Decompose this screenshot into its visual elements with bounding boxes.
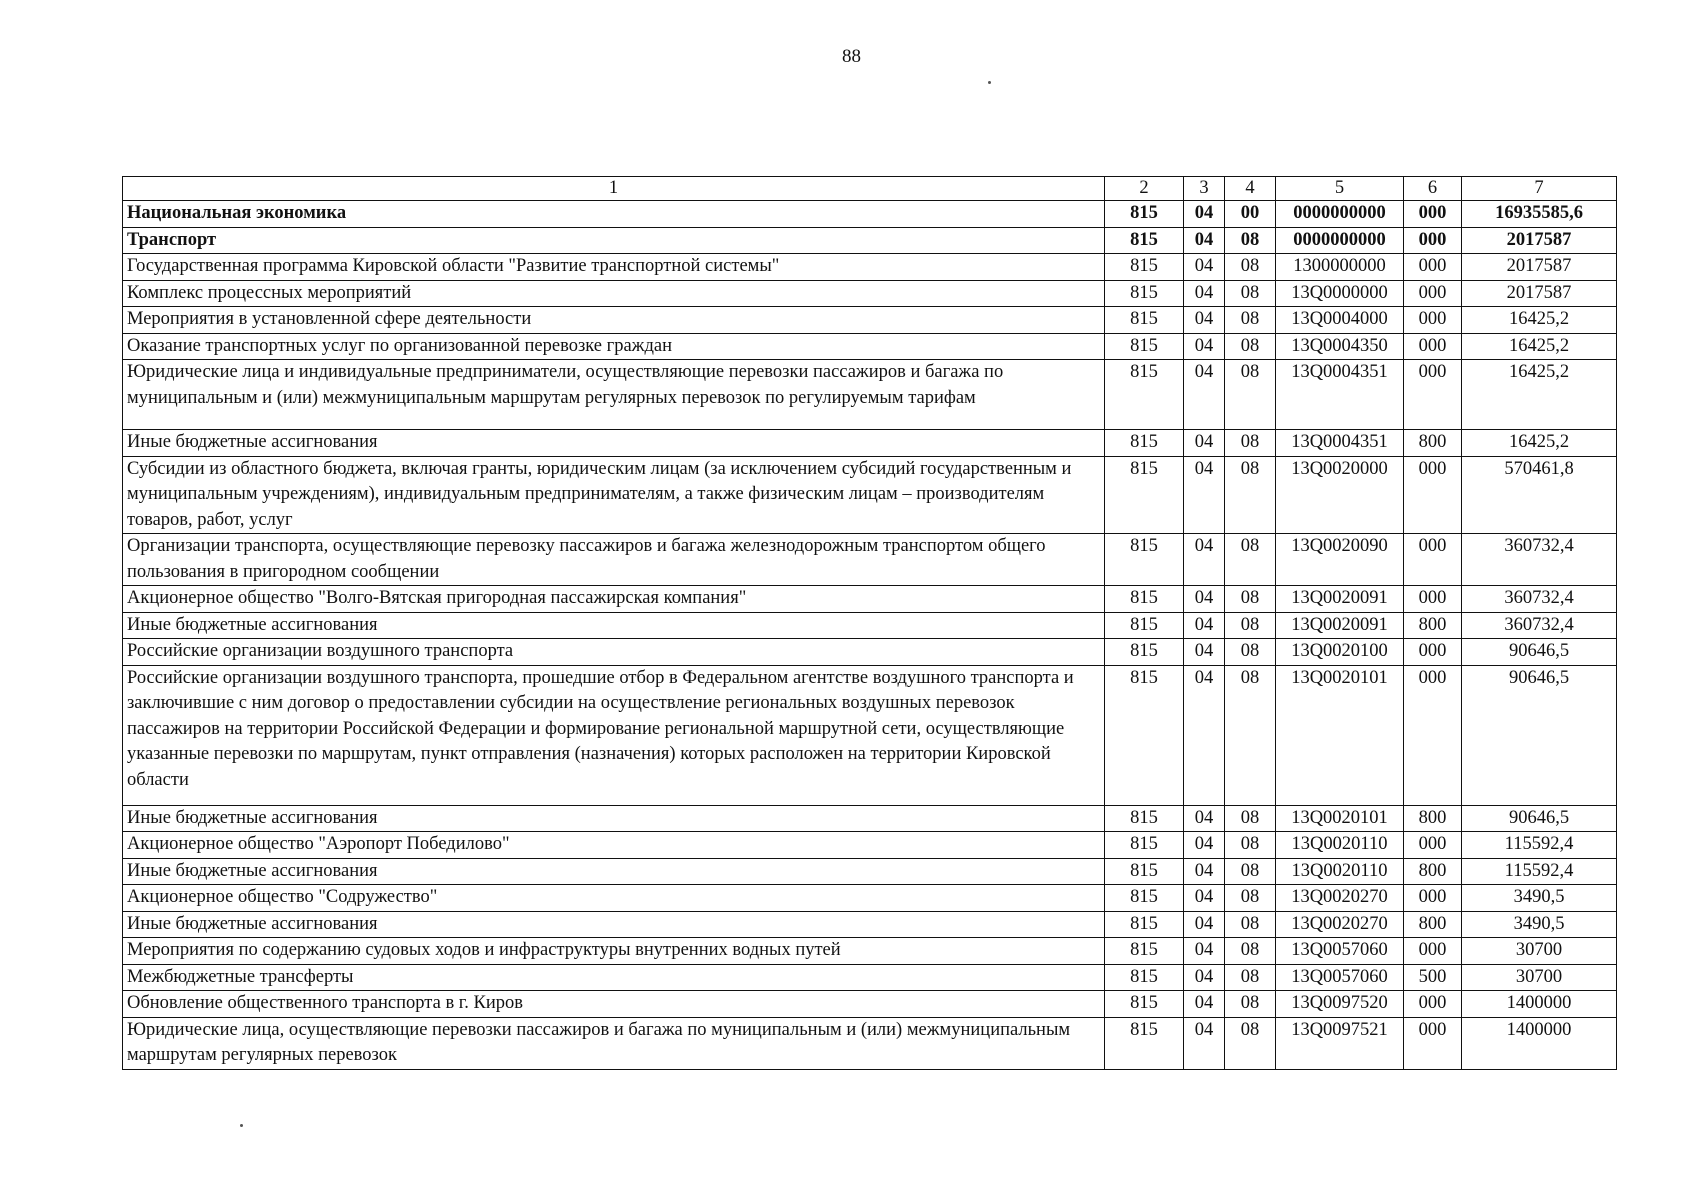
- row-ministry-code-cell: 815: [1105, 254, 1184, 281]
- table-row: [123, 430, 1617, 457]
- row-subsection-code-cell: 08: [1225, 430, 1276, 457]
- row-name-cell: Иные бюджетные ассигнования: [123, 911, 1105, 938]
- row-section-code-cell: 04: [1184, 1017, 1225, 1069]
- row-section-code-cell: 04: [1184, 665, 1225, 805]
- row-expense-type-cell: 800: [1404, 805, 1462, 832]
- row-target-code-cell: 13Q0020270: [1276, 911, 1404, 938]
- row-expense-type-cell: 000: [1404, 586, 1462, 613]
- row-section-code-cell: 04: [1184, 456, 1225, 534]
- row-amount-cell: 115592,4: [1462, 832, 1617, 859]
- row-amount-cell: 2017587: [1462, 254, 1617, 281]
- row-amount-cell: 360732,4: [1462, 534, 1617, 586]
- row-target-code-cell: 13Q0097521: [1276, 1017, 1404, 1069]
- row-section-code-cell: 04: [1184, 938, 1225, 965]
- row-expense-type-cell: 000: [1404, 885, 1462, 912]
- row-ministry-code-cell: 815: [1105, 639, 1184, 666]
- row-subsection-code-cell: 08: [1225, 858, 1276, 885]
- row-expense-type-cell: 000: [1404, 333, 1462, 360]
- header-cell-5: 5: [1276, 177, 1404, 201]
- row-section-code-cell: 04: [1184, 991, 1225, 1018]
- row-subsection-code-cell: 08: [1225, 307, 1276, 334]
- row-amount-cell: 30700: [1462, 964, 1617, 991]
- row-subsection-code-cell: 08: [1225, 911, 1276, 938]
- row-ministry-code-cell: 815: [1105, 333, 1184, 360]
- row-expense-type-cell: 000: [1404, 832, 1462, 859]
- row-amount-cell: 1400000: [1462, 1017, 1617, 1069]
- row-name-cell: Иные бюджетные ассигнования: [123, 430, 1105, 457]
- row-amount-cell: 16425,2: [1462, 360, 1617, 430]
- row-target-code-cell: 1300000000: [1276, 254, 1404, 281]
- table-body: [123, 177, 1617, 1070]
- row-name-cell: Юридические лица и индивидуальные предприниматели, осуществляющие перевозки пассажиров и багажа по муниципальным и (или) межмуниципальным маршрутам регулярных перевозок по регулируемым тарифам: [123, 360, 1105, 430]
- row-name-cell: Государственная программа Кировской области "Развитие транспортной системы": [123, 254, 1105, 281]
- row-ministry-code-cell: 815: [1105, 858, 1184, 885]
- row-ministry-code-cell: 815: [1105, 1017, 1184, 1069]
- row-section-code-cell: 04: [1184, 805, 1225, 832]
- row-ministry-code-cell: 815: [1105, 307, 1184, 334]
- row-name-cell: Организации транспорта, осуществляющие перевозку пассажиров и багажа железнодорожным транспортом общего пользования в пригородном сообщении: [123, 534, 1105, 586]
- row-subsection-code-cell: 08: [1225, 360, 1276, 430]
- row-name-cell: Иные бюджетные ассигнования: [123, 805, 1105, 832]
- row-target-code-cell: 13Q0020110: [1276, 858, 1404, 885]
- table-header-row: [123, 177, 1617, 201]
- row-subsection-code-cell: 08: [1225, 333, 1276, 360]
- row-amount-cell: 360732,4: [1462, 612, 1617, 639]
- table-row: [123, 227, 1617, 254]
- table-row: [123, 639, 1617, 666]
- header-cell-2: 2: [1105, 177, 1184, 201]
- row-target-code-cell: 13Q0004351: [1276, 360, 1404, 430]
- row-ministry-code-cell: 815: [1105, 227, 1184, 254]
- row-ministry-code-cell: 815: [1105, 612, 1184, 639]
- row-subsection-code-cell: 08: [1225, 534, 1276, 586]
- row-amount-cell: 90646,5: [1462, 805, 1617, 832]
- row-name-cell: Юридические лица, осуществляющие перевозки пассажиров и багажа по муниципальным и (или) межмуниципальным маршрутам регулярных перевозок: [123, 1017, 1105, 1069]
- table-row: [123, 832, 1617, 859]
- row-amount-cell: 16425,2: [1462, 430, 1617, 457]
- table-row: [123, 307, 1617, 334]
- table-row: [123, 360, 1617, 430]
- row-subsection-code-cell: 08: [1225, 586, 1276, 613]
- row-name-cell: Национальная экономика: [123, 201, 1105, 228]
- row-section-code-cell: 04: [1184, 964, 1225, 991]
- row-section-code-cell: 04: [1184, 307, 1225, 334]
- row-expense-type-cell: 800: [1404, 612, 1462, 639]
- row-expense-type-cell: 000: [1404, 534, 1462, 586]
- row-name-cell: Субсидии из областного бюджета, включая гранты, юридическим лицам (за исключением субсидий государственным и муниципальным учреждениям), индивидуальным предпринимателям, а также физическим лицам – производителям товаров, работ, услуг: [123, 456, 1105, 534]
- header-cell-6: 6: [1404, 177, 1462, 201]
- row-name-cell: Акционерное общество "Волго-Вятская пригородная пассажирская компания": [123, 586, 1105, 613]
- row-target-code-cell: 13Q0020110: [1276, 832, 1404, 859]
- table-row: [123, 456, 1617, 534]
- row-target-code-cell: 13Q0057060: [1276, 938, 1404, 965]
- row-subsection-code-cell: 08: [1225, 254, 1276, 281]
- row-amount-cell: 90646,5: [1462, 639, 1617, 666]
- row-subsection-code-cell: 00: [1225, 201, 1276, 228]
- row-section-code-cell: 04: [1184, 360, 1225, 430]
- row-expense-type-cell: 000: [1404, 360, 1462, 430]
- row-expense-type-cell: 000: [1404, 639, 1462, 666]
- row-section-code-cell: 04: [1184, 832, 1225, 859]
- row-name-cell: Акционерное общество "Содружество": [123, 885, 1105, 912]
- row-expense-type-cell: 000: [1404, 307, 1462, 334]
- page-number: 88: [842, 46, 861, 67]
- table-row: [123, 805, 1617, 832]
- row-section-code-cell: 04: [1184, 333, 1225, 360]
- row-name-cell: Российские организации воздушного транспорта, прошедшие отбор в Федеральном агентстве воздушного транспорта и заключившие с ним договор о предоставлении субсидии на осуществление региональных воздушных перевозок пассажиров на территории Российской Федерации и формирование региональной маршрутной сети, осуществляющие указанные перевозки по маршрутам, пункт отправления (назначения) которых расположен на территории Кировской области: [123, 665, 1105, 805]
- row-subsection-code-cell: 08: [1225, 1017, 1276, 1069]
- row-amount-cell: 3490,5: [1462, 885, 1617, 912]
- row-target-code-cell: 13Q0020100: [1276, 639, 1404, 666]
- row-subsection-code-cell: 08: [1225, 456, 1276, 534]
- table-row: [123, 911, 1617, 938]
- row-subsection-code-cell: 08: [1225, 885, 1276, 912]
- row-expense-type-cell: 800: [1404, 911, 1462, 938]
- row-section-code-cell: 04: [1184, 227, 1225, 254]
- row-amount-cell: 2017587: [1462, 227, 1617, 254]
- table-row: [123, 612, 1617, 639]
- table-row: [123, 885, 1617, 912]
- row-ministry-code-cell: 815: [1105, 456, 1184, 534]
- row-target-code-cell: 13Q0057060: [1276, 964, 1404, 991]
- row-name-cell: Оказание транспортных услуг по организованной перевозке граждан: [123, 333, 1105, 360]
- row-target-code-cell: 13Q0004350: [1276, 333, 1404, 360]
- row-ministry-code-cell: 815: [1105, 991, 1184, 1018]
- row-section-code-cell: 04: [1184, 534, 1225, 586]
- row-amount-cell: 2017587: [1462, 280, 1617, 307]
- row-target-code-cell: 13Q0000000: [1276, 280, 1404, 307]
- row-section-code-cell: 04: [1184, 858, 1225, 885]
- row-amount-cell: 16425,2: [1462, 333, 1617, 360]
- table-row: [123, 665, 1617, 805]
- row-subsection-code-cell: 08: [1225, 964, 1276, 991]
- table-row: [123, 858, 1617, 885]
- row-expense-type-cell: 000: [1404, 938, 1462, 965]
- row-ministry-code-cell: 815: [1105, 832, 1184, 859]
- row-section-code-cell: 04: [1184, 586, 1225, 613]
- row-target-code-cell: 13Q0020270: [1276, 885, 1404, 912]
- row-ministry-code-cell: 815: [1105, 805, 1184, 832]
- row-name-cell: Иные бюджетные ассигнования: [123, 858, 1105, 885]
- row-section-code-cell: 04: [1184, 430, 1225, 457]
- row-subsection-code-cell: 08: [1225, 227, 1276, 254]
- table-row: [123, 254, 1617, 281]
- table-row: [123, 964, 1617, 991]
- row-ministry-code-cell: 815: [1105, 586, 1184, 613]
- row-expense-type-cell: 000: [1404, 280, 1462, 307]
- table-row: [123, 280, 1617, 307]
- row-ministry-code-cell: 815: [1105, 938, 1184, 965]
- row-name-cell: Мероприятия по содержанию судовых ходов и инфраструктуры внутренних водных путей: [123, 938, 1105, 965]
- row-name-cell: Комплекс процессных мероприятий: [123, 280, 1105, 307]
- row-name-cell: Межбюджетные трансферты: [123, 964, 1105, 991]
- row-target-code-cell: 13Q0004000: [1276, 307, 1404, 334]
- row-ministry-code-cell: 815: [1105, 201, 1184, 228]
- row-subsection-code-cell: 08: [1225, 639, 1276, 666]
- row-subsection-code-cell: 08: [1225, 280, 1276, 307]
- row-subsection-code-cell: 08: [1225, 612, 1276, 639]
- row-name-cell: Мероприятия в установленной сфере деятельности: [123, 307, 1105, 334]
- table-row: [123, 534, 1617, 586]
- row-amount-cell: 3490,5: [1462, 911, 1617, 938]
- row-target-code-cell: 13Q0020000: [1276, 456, 1404, 534]
- row-expense-type-cell: 800: [1404, 430, 1462, 457]
- row-subsection-code-cell: 08: [1225, 832, 1276, 859]
- table-row: [123, 991, 1617, 1018]
- scan-speck: [988, 81, 991, 84]
- table-row: [123, 1017, 1617, 1069]
- row-amount-cell: 360732,4: [1462, 586, 1617, 613]
- row-subsection-code-cell: 08: [1225, 805, 1276, 832]
- row-amount-cell: 570461,8: [1462, 456, 1617, 534]
- row-amount-cell: 30700: [1462, 938, 1617, 965]
- row-ministry-code-cell: 815: [1105, 665, 1184, 805]
- row-target-code-cell: 13Q0097520: [1276, 991, 1404, 1018]
- row-amount-cell: 1400000: [1462, 991, 1617, 1018]
- row-expense-type-cell: 000: [1404, 991, 1462, 1018]
- row-amount-cell: 115592,4: [1462, 858, 1617, 885]
- table-row: [123, 201, 1617, 228]
- row-target-code-cell: 0000000000: [1276, 201, 1404, 228]
- table-row: [123, 333, 1617, 360]
- row-target-code-cell: 13Q0020091: [1276, 612, 1404, 639]
- row-expense-type-cell: 000: [1404, 456, 1462, 534]
- row-name-cell: Иные бюджетные ассигнования: [123, 612, 1105, 639]
- table-row: [123, 586, 1617, 613]
- row-amount-cell: 16935585,6: [1462, 201, 1617, 228]
- row-ministry-code-cell: 815: [1105, 430, 1184, 457]
- row-ministry-code-cell: 815: [1105, 964, 1184, 991]
- row-target-code-cell: 13Q0020091: [1276, 586, 1404, 613]
- row-target-code-cell: 0000000000: [1276, 227, 1404, 254]
- row-target-code-cell: 13Q0020101: [1276, 805, 1404, 832]
- row-expense-type-cell: 000: [1404, 1017, 1462, 1069]
- row-expense-type-cell: 000: [1404, 201, 1462, 228]
- row-ministry-code-cell: 815: [1105, 534, 1184, 586]
- row-expense-type-cell: 800: [1404, 858, 1462, 885]
- row-expense-type-cell: 000: [1404, 665, 1462, 805]
- header-cell-3: 3: [1184, 177, 1225, 201]
- row-ministry-code-cell: 815: [1105, 280, 1184, 307]
- row-subsection-code-cell: 08: [1225, 665, 1276, 805]
- header-cell-7: 7: [1462, 177, 1617, 201]
- row-target-code-cell: 13Q0020090: [1276, 534, 1404, 586]
- header-cell-4: 4: [1225, 177, 1276, 201]
- row-expense-type-cell: 000: [1404, 227, 1462, 254]
- row-section-code-cell: 04: [1184, 254, 1225, 281]
- row-target-code-cell: 13Q0020101: [1276, 665, 1404, 805]
- row-name-cell: Акционерное общество "Аэропорт Победилово": [123, 832, 1105, 859]
- row-subsection-code-cell: 08: [1225, 991, 1276, 1018]
- row-expense-type-cell: 000: [1404, 254, 1462, 281]
- row-amount-cell: 90646,5: [1462, 665, 1617, 805]
- budget-table: [122, 176, 1617, 1070]
- row-expense-type-cell: 500: [1404, 964, 1462, 991]
- row-section-code-cell: 04: [1184, 612, 1225, 639]
- header-cell-1: 1: [123, 177, 1105, 201]
- table-row: [123, 938, 1617, 965]
- row-subsection-code-cell: 08: [1225, 938, 1276, 965]
- row-section-code-cell: 04: [1184, 201, 1225, 228]
- row-ministry-code-cell: 815: [1105, 360, 1184, 430]
- row-ministry-code-cell: 815: [1105, 885, 1184, 912]
- row-ministry-code-cell: 815: [1105, 911, 1184, 938]
- scan-speck: [240, 1124, 243, 1127]
- row-amount-cell: 16425,2: [1462, 307, 1617, 334]
- row-section-code-cell: 04: [1184, 911, 1225, 938]
- row-section-code-cell: 04: [1184, 280, 1225, 307]
- row-name-cell: Обновление общественного транспорта в г. Киров: [123, 991, 1105, 1018]
- row-name-cell: Транспорт: [123, 227, 1105, 254]
- row-section-code-cell: 04: [1184, 639, 1225, 666]
- row-section-code-cell: 04: [1184, 885, 1225, 912]
- row-target-code-cell: 13Q0004351: [1276, 430, 1404, 457]
- row-name-cell: Российские организации воздушного транспорта: [123, 639, 1105, 666]
